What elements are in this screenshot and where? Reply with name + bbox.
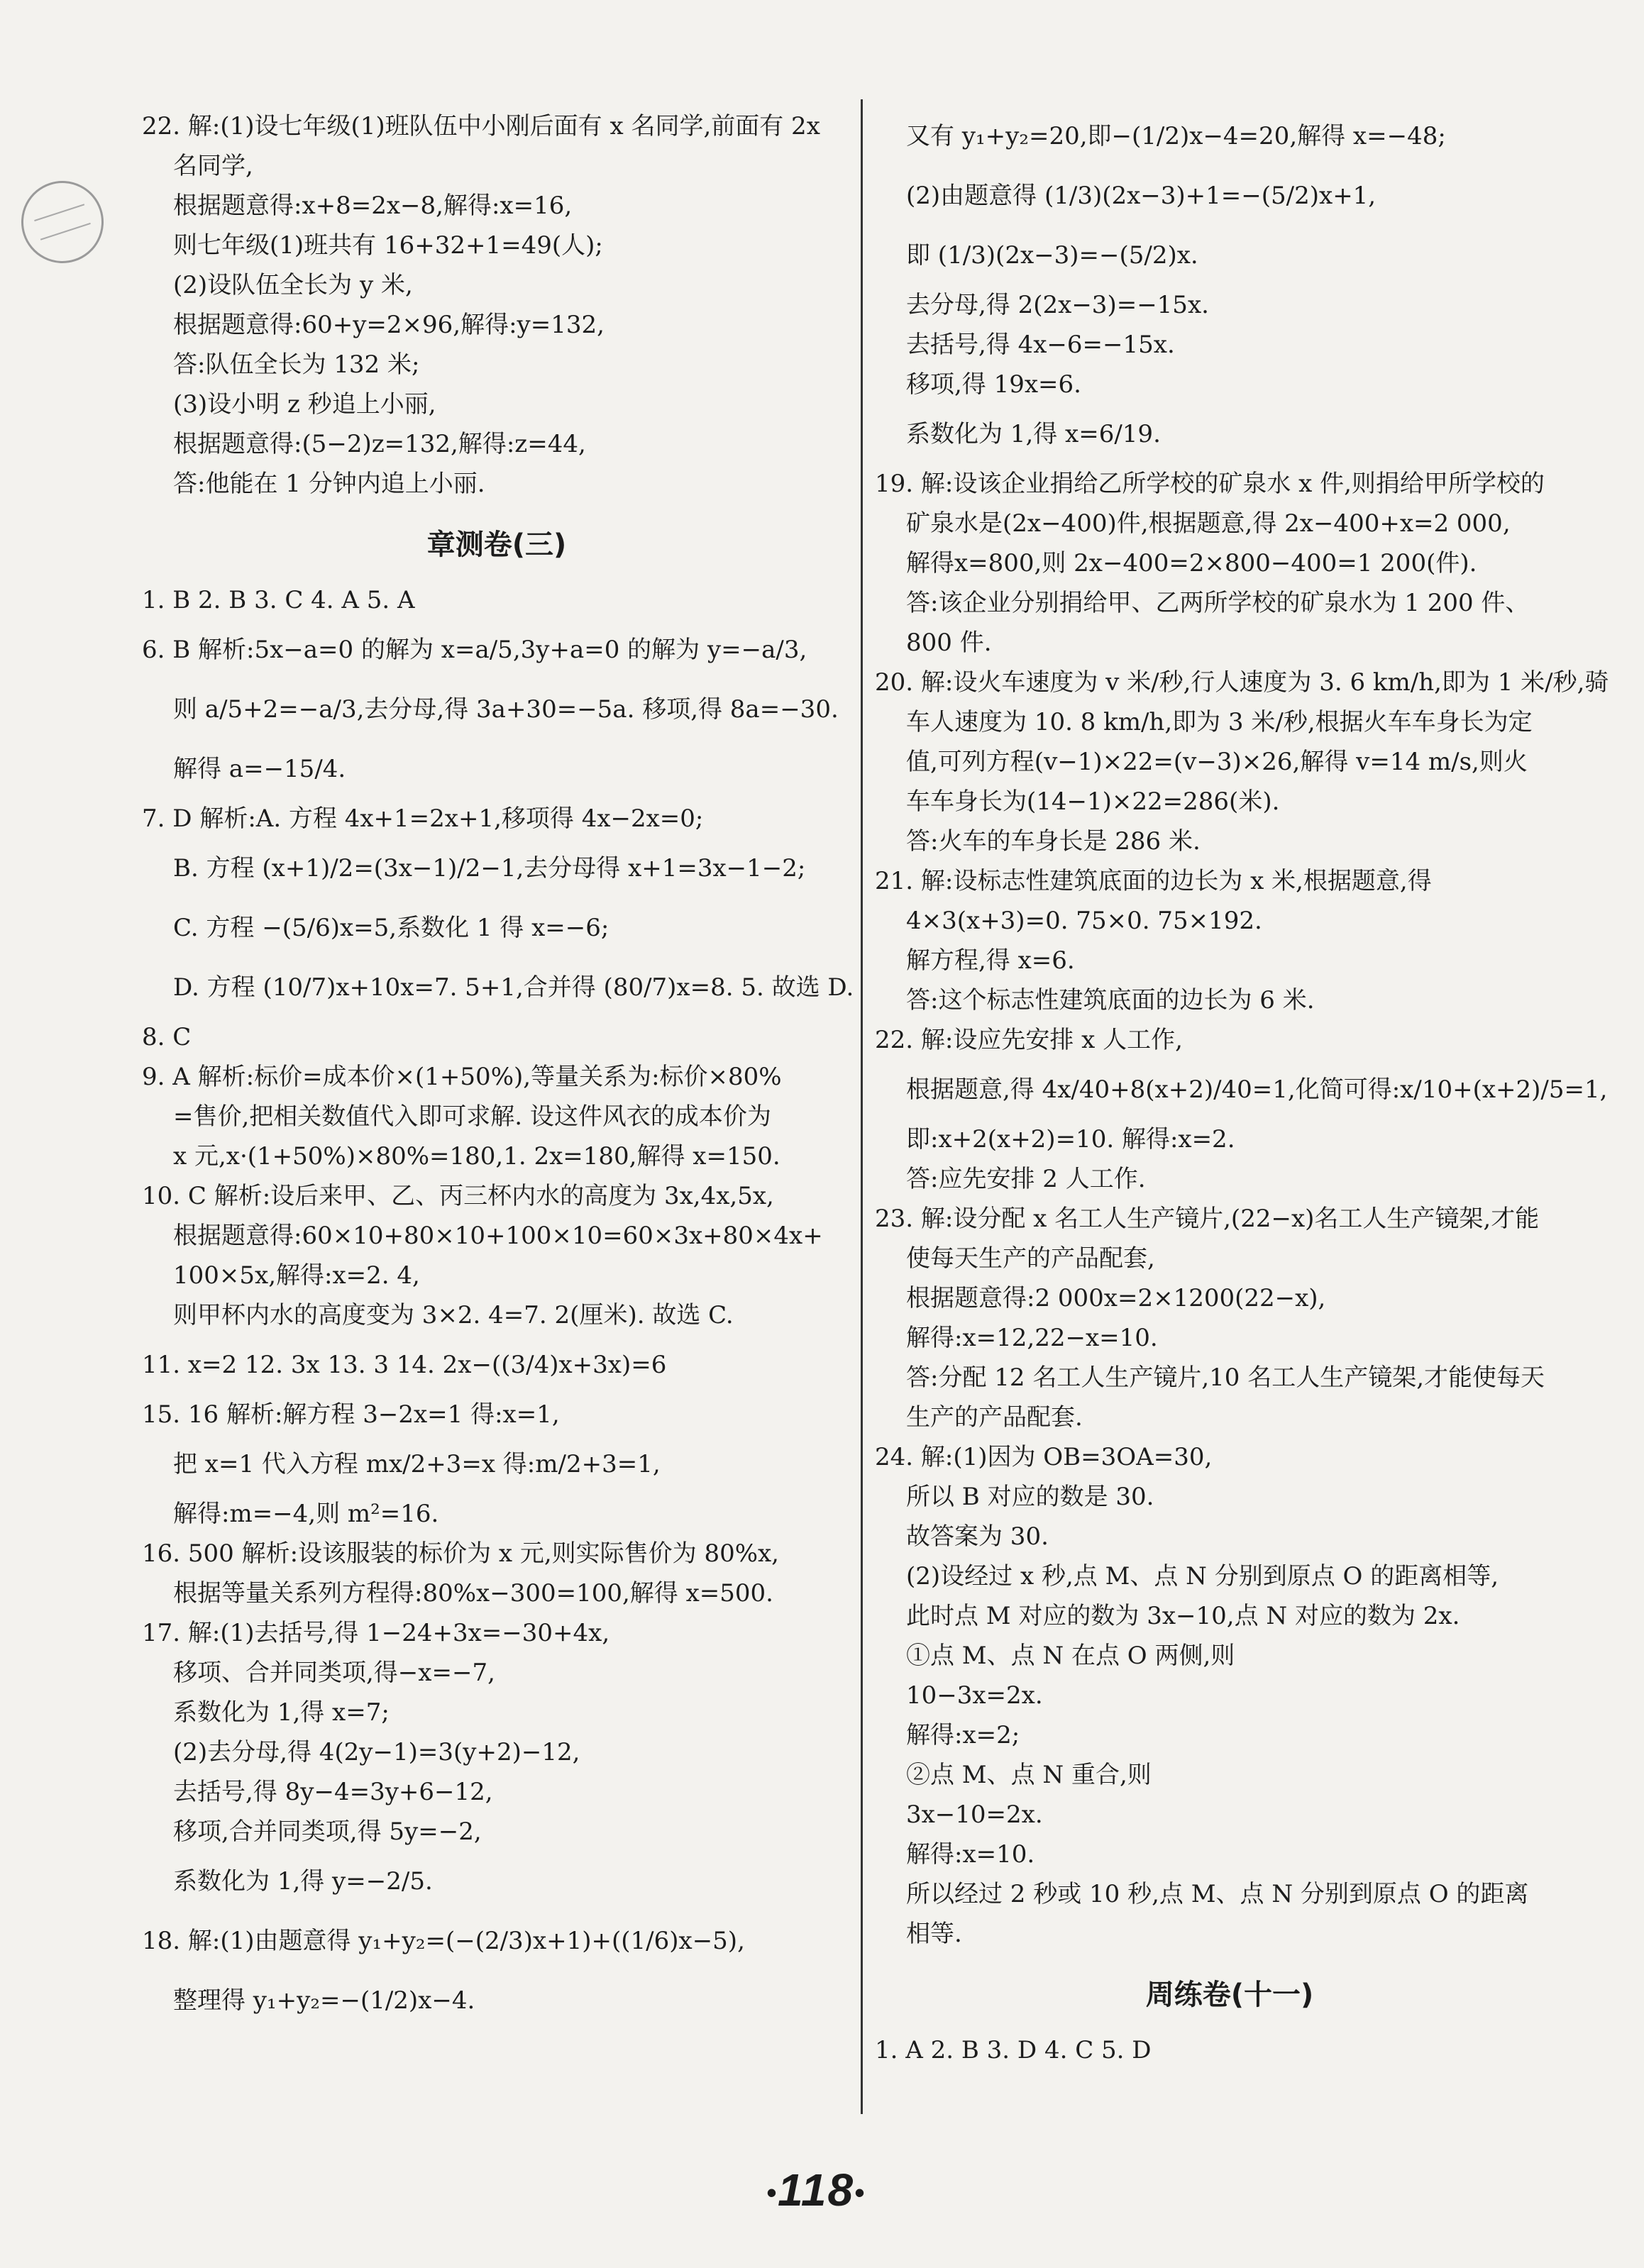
text-line: 整理得 y₁+y₂=−(1/2)x−4. — [173, 1986, 475, 2015]
text-line: 6. B 解析:5x−a=0 的解为 x=a/5,3y+a=0 的解为 y=−a/3, — [142, 636, 807, 664]
text-line: 答:他能在 1 分钟内追上小丽. — [173, 470, 485, 498]
text-line: 24. 解:(1)因为 OB=3OA=30, — [875, 1443, 1213, 1471]
text-line: 16. 500 解析:设该服装的标价为 x 元,则实际售价为 80%x, — [142, 1539, 779, 1568]
text-line: 系数化为 1,得 y=−2/5. — [173, 1867, 433, 1896]
text-line: 则 a/5+2=−a/3,去分母,得 3a+30=−5a. 移项,得 8a=−30. — [173, 695, 839, 724]
text-line: 系数化为 1,得 x=7; — [173, 1698, 390, 1727]
text-line: 解方程,得 x=6. — [906, 946, 1075, 975]
text-line: 7. D 解析:A. 方程 4x+1=2x+1,移项得 4x−2x=0; — [142, 804, 704, 833]
text-line: 根据题意得:60+y=2×96,解得:y=132, — [173, 311, 605, 339]
text-line: 名同学, — [173, 152, 253, 180]
text-line: 则甲杯内水的高度变为 3×2. 4=7. 2(厘米). 故选 C. — [173, 1301, 734, 1329]
text-line: (3)设小明 z 秒追上小丽, — [173, 390, 436, 419]
text-line: (2)设经过 x 秒,点 M、点 N 分别到原点 O 的距离相等, — [906, 1562, 1499, 1591]
text-line: 相等. — [906, 1920, 962, 1948]
text-line: 1. A 2. B 3. D 4. C 5. D — [875, 2036, 1152, 2064]
text-line: 移项,合并同类项,得 5y=−2, — [173, 1818, 482, 1846]
text-line: 即:x+2(x+2)=10. 解得:x=2. — [906, 1125, 1235, 1154]
text-line: ①点 M、点 N 在点 O 两侧,则 — [906, 1642, 1235, 1670]
text-line: 22. 解:(1)设七年级(1)班队伍中小刚后面有 x 名同学,前面有 2x — [142, 112, 820, 140]
text-line: x 元,x·(1+50%)×80%=180,1. 2x=180,解得 x=150. — [173, 1142, 780, 1171]
text-line: 答:该企业分别捐给甲、乙两所学校的矿泉水为 1 200 件、 — [906, 589, 1530, 617]
text-line: 去括号,得 8y−4=3y+6−12, — [173, 1778, 493, 1806]
text-line: 移项,得 19x=6. — [906, 370, 1081, 399]
text-line: 车车身长为(14−1)×22=286(米). — [906, 787, 1280, 816]
text-line: 19. 解:设该企业捐给乙所学校的矿泉水 x 件,则捐给甲所学校的 — [875, 470, 1545, 498]
text-line: 4×3(x+3)=0. 75×0. 75×192. — [906, 907, 1262, 935]
text-line: 根据题意得:2 000x=2×1200(22−x), — [906, 1284, 1326, 1312]
text-line: 生产的产品配套. — [906, 1403, 1083, 1432]
text-line: 即 (1/3)(2x−3)=−(5/2)x. — [906, 241, 1198, 270]
text-line: 答:火车的车身长是 286 米. — [906, 827, 1201, 856]
text-line: 22. 解:设应先安排 x 人工作, — [875, 1026, 1183, 1054]
text-line: 值,可列方程(v−1)×22=(v−3)×26,解得 v=14 m/s,则火 — [906, 748, 1528, 776]
right-column — [875, 106, 1609, 2070]
text-line: 18. 解:(1)由题意得 y₁+y₂=(−(2/3)x+1)+((1/6)x−5), — [142, 1927, 745, 1955]
text-line: 1. B 2. B 3. C 4. A 5. A — [142, 586, 415, 614]
text-line: 使每天生产的产品配套, — [906, 1244, 1155, 1273]
text-line: 20. 解:设火车速度为 v 米/秒,行人速度为 3. 6 km/h,即为 1 米/秒,骑 — [875, 668, 1609, 697]
text-line: 车人速度为 10. 8 km/h,即为 3 米/秒,根据火车车身长为定 — [906, 708, 1533, 736]
page-number: •118• — [766, 2164, 866, 2216]
text-line: 解得:m=−4,则 m²=16. — [173, 1500, 439, 1528]
text-line: 17. 解:(1)去括号,得 1−24+3x=−30+4x, — [142, 1619, 610, 1647]
text-line: 答:分配 12 名工人生产镜片,10 名工人生产镜架,才能使每天 — [906, 1363, 1545, 1392]
text-line: 23. 解:设分配 x 名工人生产镜片,(22−x)名工人生产镜架,才能 — [875, 1205, 1540, 1233]
text-line: 此时点 M 对应的数为 3x−10,点 N 对应的数为 2x. — [906, 1602, 1460, 1630]
column-divider — [861, 99, 863, 2114]
text-line: 又有 y₁+y₂=20,即−(1/2)x−4=20,解得 x=−48; — [906, 122, 1446, 150]
text-line: =售价,把相关数值代入即可求解. 设这件风衣的成本价为 — [173, 1102, 771, 1131]
text-line: 9. A 解析:标价=成本价×(1+50%),等量关系为:标价×80% — [142, 1063, 782, 1091]
stamp-logo — [11, 170, 114, 274]
text-line: 15. 16 解析:解方程 3−2x=1 得:x=1, — [142, 1400, 560, 1429]
text-line: 解得x=800,则 2x−400=2×800−400=1 200(件). — [906, 549, 1477, 577]
text-line: 解得 a=−15/4. — [173, 755, 346, 783]
text-line: B. 方程 (x+1)/2=(3x−1)/2−1,去分母得 x+1=3x−1−2; — [173, 854, 806, 883]
text-line: 移项、合并同类项,得−x=−7, — [173, 1659, 495, 1687]
text-line: 根据题意得:(5−2)z=132,解得:z=44, — [173, 430, 586, 458]
section-heading: 章测卷(三) — [426, 529, 567, 561]
text-line: 根据题意得:60×10+80×10+100×10=60×3x+80×4x+ — [173, 1222, 823, 1250]
text-line: (2)去分母,得 4(2y−1)=3(y+2)−12, — [173, 1738, 580, 1766]
text-line: 去括号,得 4x−6=−15x. — [906, 331, 1175, 359]
text-line: 去分母,得 2(2x−3)=−15x. — [906, 291, 1209, 319]
text-line: 答:这个标志性建筑底面的边长为 6 米. — [906, 986, 1315, 1014]
section-heading: 周练卷(十一) — [1145, 1979, 1314, 2011]
text-line: 21. 解:设标志性建筑底面的边长为 x 米,根据题意,得 — [875, 867, 1432, 895]
text-line: 3x−10=2x. — [906, 1800, 1043, 1829]
text-line: D. 方程 (10/7)x+10x=7. 5+1,合并得 (80/7)x=8. 5. 故选 D. — [173, 973, 854, 1002]
text-line: 根据题意,得 4x/40+8(x+2)/40=1,化简可得:x/10+(x+2)/5=1, — [906, 1075, 1608, 1104]
left-column — [142, 106, 854, 2030]
text-line: 所以 B 对应的数是 30. — [906, 1483, 1154, 1511]
text-line: 把 x=1 代入方程 mx/2+3=x 得:m/2+3=1, — [173, 1450, 661, 1478]
text-line: 根据等量关系列方程得:80%x−300=100,解得 x=500. — [173, 1579, 773, 1608]
text-line: 所以经过 2 秒或 10 秒,点 M、点 N 分别到原点 O 的距离 — [906, 1880, 1529, 1908]
text-line: 矿泉水是(2x−400)件,根据题意,得 2x−400+x=2 000, — [906, 509, 1511, 538]
text-line: 答:队伍全长为 132 米; — [173, 350, 420, 379]
text-line: 解得:x=10. — [906, 1840, 1035, 1869]
text-line: (2)由题意得 (1/3)(2x−3)+1=−(5/2)x+1, — [906, 182, 1377, 210]
text-line: 则七年级(1)班共有 16+32+1=49(人); — [173, 231, 603, 260]
text-line: 11. x=2 12. 3x 13. 3 14. 2x−((3/4)x+3x)=6 — [142, 1351, 667, 1379]
text-line: 系数化为 1,得 x=6/19. — [906, 420, 1161, 448]
text-line: 答:应先安排 2 人工作. — [906, 1165, 1146, 1193]
text-line: 解得:x=2; — [906, 1721, 1020, 1749]
text-line: 8. C — [142, 1023, 192, 1051]
text-line: ②点 M、点 N 重合,则 — [906, 1761, 1152, 1789]
text-line: 10−3x=2x. — [906, 1681, 1043, 1710]
text-line: 100×5x,解得:x=2. 4, — [173, 1261, 420, 1290]
text-line: C. 方程 −(5/6)x=5,系数化 1 得 x=−6; — [173, 914, 609, 942]
text-line: 解得:x=12,22−x=10. — [906, 1324, 1158, 1352]
text-line: 根据题意得:x+8=2x−8,解得:x=16, — [173, 192, 573, 220]
text-line: 10. C 解析:设后来甲、乙、丙三杯内水的高度为 3x,4x,5x, — [142, 1182, 774, 1210]
text-line: 800 件. — [906, 629, 992, 657]
text-line: (2)设队伍全长为 y 米, — [173, 271, 413, 299]
text-line: 故答案为 30. — [906, 1522, 1049, 1551]
